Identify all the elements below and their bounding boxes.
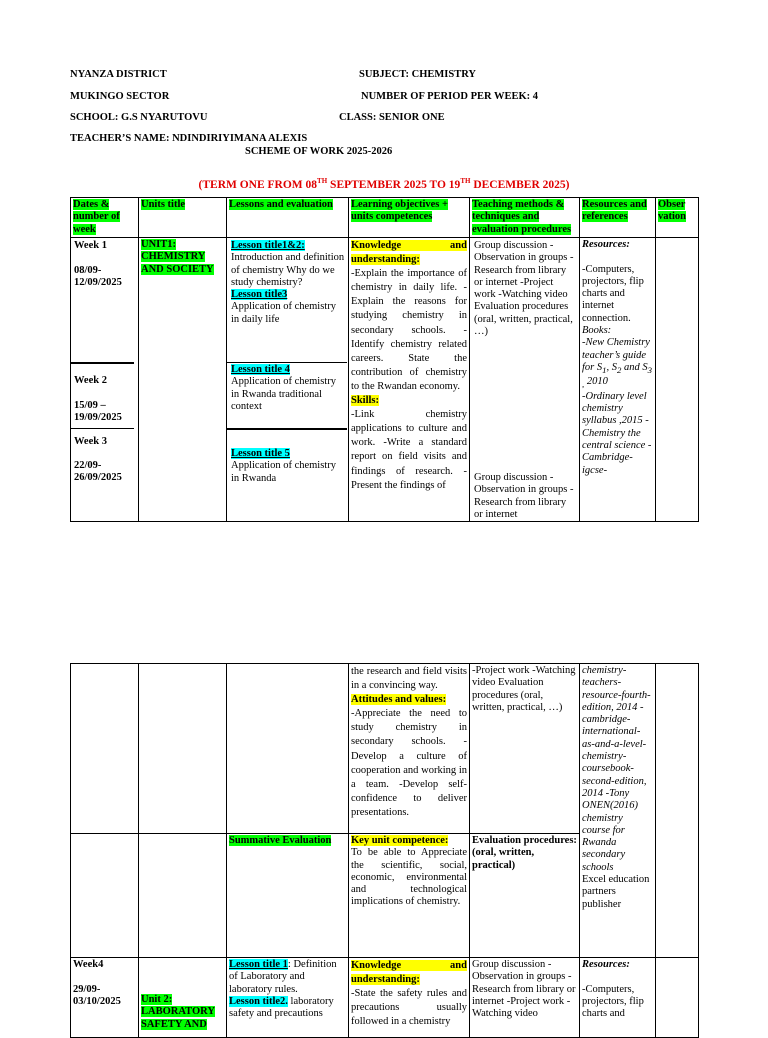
weeks-cell xyxy=(71,238,139,522)
lessons-cell xyxy=(227,238,349,522)
resources-cell: chemistry-teachers-resource-fourth-edition, 2014 -cambridge-international-as-and-a-level-chemistry-coursebook-second-edition, 2014 -Tony ONEN(2016) chemistry course for Rwanda secondary schools Excel education partners publisher xyxy=(580,664,656,958)
lesson-divider xyxy=(227,362,347,363)
observation-cell xyxy=(656,958,699,1038)
week2-dates: 15/09 – 19/09/2025 xyxy=(74,400,122,424)
class-label: CLASS: SENIOR ONE xyxy=(339,112,445,123)
observation-cell xyxy=(656,238,699,522)
evaluation-cell: Evaluation procedures: (oral, written, practical) xyxy=(470,834,580,958)
methods-cell xyxy=(470,238,580,522)
summative-cell: Summative Evaluation xyxy=(227,834,349,958)
lesson-divider xyxy=(227,428,347,430)
lessons-cell: Lesson title 1: Definition of Laboratory and laboratory rules. Lesson title2. laboratory safety and precautions xyxy=(227,958,349,1038)
methods-block-b: Group discussion -Observation in groups -Research from library or internet xyxy=(474,472,574,520)
week3-label: Week 3 xyxy=(74,436,107,447)
lesson-1-2: Lesson title1&2: Introduction and definition of chemistry Why do we study chemistry? Lesson title3 Application of chemistry in daily life xyxy=(231,240,345,325)
col-units-header: Units title xyxy=(139,198,227,238)
col-lessons-header: Lessons and evaluation xyxy=(227,198,349,238)
unit-cell xyxy=(139,664,227,834)
resources-cell: Resources: -Computers, projectors, flip charts and xyxy=(580,958,656,1038)
subject-label: SUBJECT: CHEMISTRY xyxy=(359,69,476,80)
scheme-table-page2 xyxy=(70,663,699,1038)
col-methods-header: Teaching methods & techniques and evaluation procedures xyxy=(470,198,580,238)
col-observation-header: Obser vation xyxy=(656,198,699,238)
week4-row xyxy=(71,958,699,1038)
resources-cell: Resources: -Computers, projectors, flip charts and internet connection. Books: -New Chemistry teacher’s guide for $S_1$, $S_2$ and $S_{3 ,}$ 2010 -Ordinary level chemistry syllabus ,2015 - Chemistry the central science -Cambridge-igcse- xyxy=(580,238,656,522)
unit2-title: Unit 2: LABORATORY SAFETY AND xyxy=(141,994,215,1030)
sector-label: MUKINGO SECTOR xyxy=(70,91,170,102)
content-row xyxy=(71,238,699,522)
scheme-title: SCHEME OF WORK 2025-2026 xyxy=(245,146,393,157)
header-row xyxy=(71,198,699,238)
weeks-cell xyxy=(71,834,139,958)
continued-row xyxy=(71,664,699,834)
col-objectives-header: Learning objectives + units competences xyxy=(349,198,470,238)
methods-cell: Group discussion -Observation in groups -Research from library or internet -Project work -Watching video xyxy=(470,958,580,1038)
weeks-cell: Week4 29/09-03/10/2025 xyxy=(71,958,139,1038)
weeks-cell xyxy=(71,664,139,834)
school-label: SCHOOL: G.S NYARUTOVU xyxy=(70,112,208,123)
objectives-cell: Knowledge and understanding: -State the safety rules and precautions usually followed in a chemistry xyxy=(349,958,470,1038)
unit-cell xyxy=(139,834,227,958)
observation-cell xyxy=(656,664,699,958)
week3-dates: 22/09-26/09/2025 xyxy=(74,460,122,484)
col-dates-header: Dates & number of week xyxy=(71,198,139,238)
lesson-5: Lesson title 5 Application of chemistry in Rwanda xyxy=(231,448,336,484)
scheme-table-page1 xyxy=(70,197,699,522)
week1-dates: 08/09-12/09/2025 xyxy=(74,265,122,289)
week-divider xyxy=(71,428,135,429)
week1-label: Week 1 xyxy=(74,240,107,251)
term-title: (TERM ONE FROM 08TH SEPTEMBER 2025 TO 19TH DECEMBER 2025) xyxy=(198,177,570,191)
unit-cell xyxy=(139,238,227,522)
col-resources-header: Resources and references xyxy=(580,198,656,238)
methods-cell: -Project work -Watching video Evaluation procedures (oral, written, practical, …) xyxy=(470,664,580,834)
teacher-label: TEACHER’S NAME: NDINDIRIYIMANA ALEXIS xyxy=(70,133,308,144)
week2-label: Week 2 xyxy=(74,375,107,386)
periods-label: NUMBER OF PERIOD PER WEEK: 4 xyxy=(361,91,539,102)
objectives-cell: the research and field visits in a convincing way. Attitudes and values: -Appreciate the need to study chemistry in secondary schools. -Develop a culture of cooperation and working in a team. -Develop self-confidence to deliver presentations. xyxy=(349,664,470,834)
week-divider xyxy=(71,362,135,364)
methods-block-a: Group discussion -Observation in groups -Research from library or internet -Project work -Watching video Evaluation procedures (oral, written, practical, …) xyxy=(474,240,574,338)
unit1-title: UNIT1: CHEMISTRY AND SOCIETY xyxy=(141,239,214,275)
objectives-cell: Knowledge and understanding: -Explain the importance of chemistry in daily life. -Explain the reasons for studying chemistry in secondary schools. -Identify chemistry related careers. State the contribution of chemistry to the Rwandan economy. Skills: -Link chemistry applications to culture and work. -Write a standard report on field visits and findings of research. -Present the findings of xyxy=(349,238,470,522)
lesson-4: Lesson title 4 Application of chemistry in Rwanda traditional context xyxy=(231,364,336,412)
lessons-cell xyxy=(227,664,349,834)
key-competence-cell: Key unit competence: To be able to Appreciate the scientific, social, economic, environmental and technological implications of chemistry. xyxy=(349,834,470,958)
unit-cell xyxy=(139,958,227,1038)
district-label: NYANZA DISTRICT xyxy=(70,69,167,80)
